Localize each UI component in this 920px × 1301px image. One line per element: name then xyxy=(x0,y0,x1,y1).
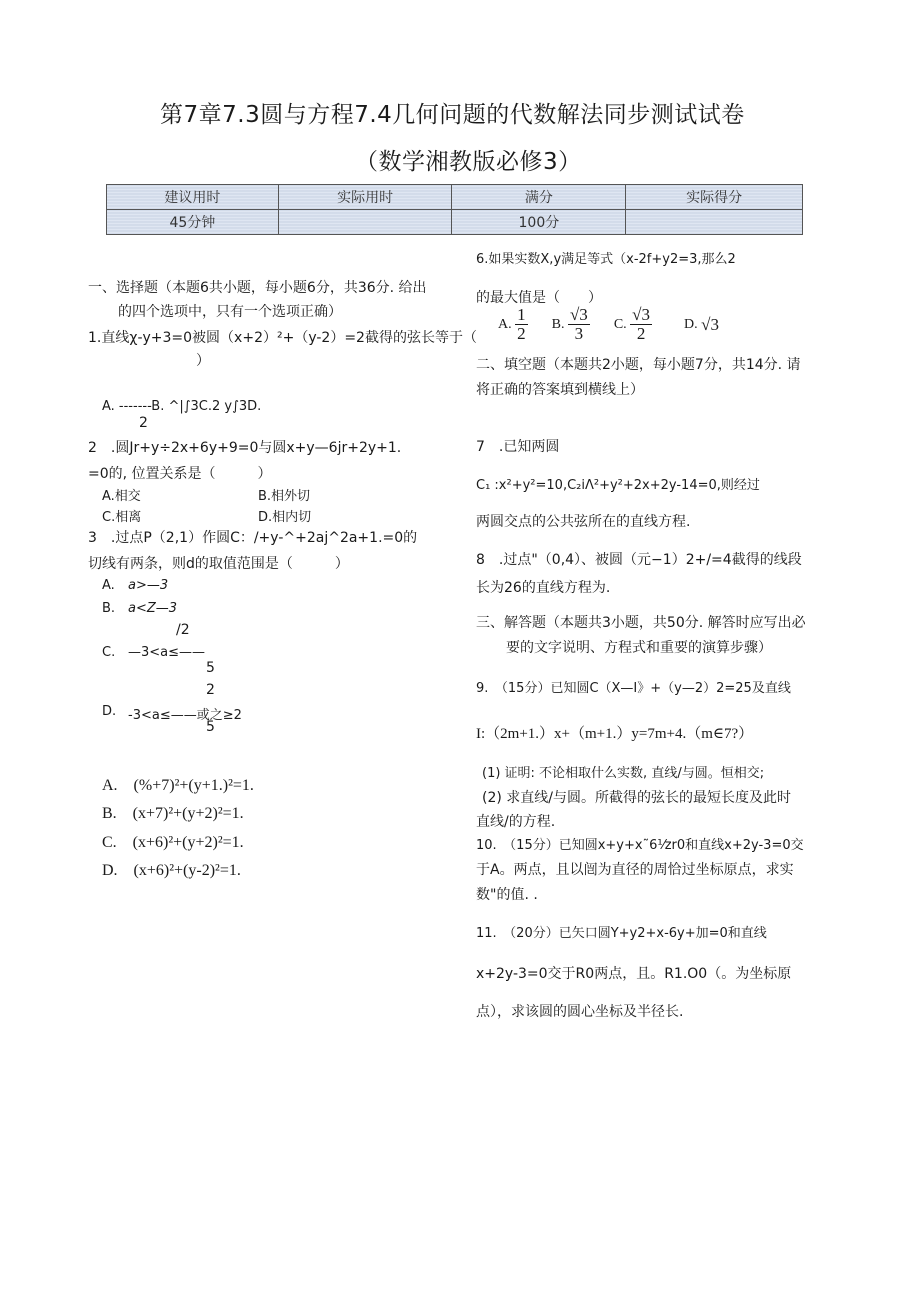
question-2-option-d: D.相内切 xyxy=(258,510,312,525)
question-11: 11. （20分）已矢口圆Y+y2+x-6y+加=0和直线 xyxy=(476,926,767,941)
question-1-options: A. -------B. ^|∫3C.2 y∫3D. xyxy=(102,399,262,414)
question-6-option-d xyxy=(684,315,719,335)
denominator: 2 xyxy=(636,324,646,343)
question-10: 10. （15分）已知圆x+y+x˜6⅟zr0和直线x+2y-3=0交 xyxy=(476,838,804,853)
question-9-part-2: (2) 求直线/与圆。所截得的弦长的最短长度及此时 xyxy=(482,790,791,806)
table-cell xyxy=(626,210,803,235)
question-8-cont: 长为26的直线方程为. xyxy=(476,580,611,596)
section3-heading: 三、解答题（本题共3小题，共50分. 解答时应写出必 xyxy=(476,615,806,631)
question-2-option-c: C.相离 xyxy=(102,510,142,525)
option-label: C. xyxy=(613,316,627,332)
page-title: 第7章7.3圆与方程7.4几何问题的代数解法同步测试试卷 xyxy=(160,102,745,128)
question-7: 7 .已知两圆 xyxy=(476,439,560,455)
question-9-part-2-cont: 直线/的方程. xyxy=(476,814,556,830)
question-2-option-b: B.相外切 xyxy=(258,489,311,504)
option-label: B. xyxy=(551,316,565,332)
question-10-cont2: 数"的值. . xyxy=(476,887,538,903)
equation-option-d: D. (x+6)²+(y-2)²=1. xyxy=(102,862,241,879)
question-3-cont: 切线有两条，则d的取值范围是（ ） xyxy=(88,556,349,572)
section2-heading: 二、填空题（本题共2小题，每小题7分，共14分. 请 xyxy=(476,357,801,373)
question-3-option-d: -3<a≤——或之≥2 xyxy=(128,708,242,723)
denominator: 3 xyxy=(574,324,584,343)
option-label: D. xyxy=(684,316,698,332)
table-header-cell: 实际得分 xyxy=(626,185,803,210)
fraction xyxy=(515,306,528,343)
section1-heading: 一、选择题（本题6共小题，每小题6分，共36分. 给出 xyxy=(88,280,427,296)
question-3-option-c: —3<a≤—— xyxy=(128,645,206,660)
table-header-cell: 满分 xyxy=(452,185,626,210)
question-3-option-d-label: D. xyxy=(102,704,117,719)
question-3-option-a: a>—3 xyxy=(128,578,169,593)
question-3-option-a-label: A. xyxy=(102,578,115,593)
question-2: 2 .圆Jr+y÷2x+6y+9=0与圆x+y—6jr+2y+1. xyxy=(88,440,402,456)
table-cell: 45分钟 xyxy=(107,210,279,235)
table-cell: 100分 xyxy=(452,210,626,235)
question-3-option-c-label: C. xyxy=(102,645,116,660)
question-3-option-d-top: 2 xyxy=(206,682,215,698)
equation-option-c: C. (x+6)²+(y+2)²=1. xyxy=(102,834,244,851)
question-3-option-c-top: /2 xyxy=(176,622,190,638)
question-3-option-b-label: B. xyxy=(102,601,116,616)
question-8: 8 .过点"（0,4）、被圆（元−1）2+/=4截得的线段 xyxy=(476,552,802,568)
table-cell xyxy=(278,210,452,235)
question-6-option-b xyxy=(552,306,590,343)
table-header-row xyxy=(107,185,803,210)
question-11-cont2: 点），求该圆的圆心坐标及半径长. xyxy=(476,1004,684,1020)
question-9-part-1: (1) 证明: 不论相取什么实数, 直线/与圆。恒相交; xyxy=(482,766,765,781)
question-6-cont: 的最大值是（ ） xyxy=(476,290,602,306)
question-9-line-equation: I:（2m+1.）x+（m+1.）y=7m+4.（m∈7?） xyxy=(476,726,754,742)
section3-heading-cont: 要的文字说明、方程式和重要的演算步骤） xyxy=(506,640,772,656)
question-7-cont2: 两圆交点的公共弦所在的直线方程. xyxy=(476,514,691,530)
question-3: 3 .过点P（2,1）作圆C：/+y-^+2aj^2a+1.=0的 xyxy=(88,530,418,546)
question-2-option-a: A.相交 xyxy=(102,489,141,504)
denominator: 2 xyxy=(517,324,526,343)
numerator: √3 xyxy=(632,305,650,324)
question-1-denominator: 2 xyxy=(139,415,148,431)
question-6-options xyxy=(498,306,743,343)
question-1: 1.直线χ-y+3=0被圆（x+2）²+（y-2）=2截得的弦长等于（ xyxy=(88,330,477,346)
equation-option-b: B. (x+7)²+(y+2)²=1. xyxy=(102,805,244,822)
question-7-cont: C₁ :x²+y²=10,C₂iΛ²+y²+2x+2y-14=0,则经过 xyxy=(476,478,760,493)
table-row xyxy=(107,210,803,235)
question-3-option-d-bottom: 5 xyxy=(206,719,215,735)
numerator: 1 xyxy=(517,305,526,324)
equation-option-a: A. (%+7)²+(y+1.)²=1. xyxy=(102,777,254,794)
question-3-option-c-bottom: 5 xyxy=(206,660,215,676)
section2-heading-cont: 将正确的答案填到横线上） xyxy=(476,382,644,398)
info-table xyxy=(106,184,803,235)
question-11-cont: x+2y-3=0交于R0两点，且。R1.O0（。为坐标原 xyxy=(476,966,792,982)
page-subtitle: （数学湘教版必修3） xyxy=(355,149,582,175)
question-10-cont: 于A。两点，且以闿为直径的周恰过坐标原点，求实 xyxy=(476,862,794,878)
section1-heading-cont: 的四个选项中，只有一个选项正确） xyxy=(118,304,342,320)
question-3-option-b: a<Z—3 xyxy=(128,601,178,616)
numerator: √3 xyxy=(569,305,588,324)
question-2-cont: =0的, 位置关系是（ ） xyxy=(88,466,272,482)
question-9: 9. （15分）已知圆C（X—I》+（y—2）2=25及直线 xyxy=(476,681,791,696)
table-header-cell: 建议用时 xyxy=(107,185,279,210)
fraction xyxy=(630,306,652,343)
option-label: A. xyxy=(498,316,512,332)
fraction xyxy=(568,306,590,343)
sqrt-value: √3 xyxy=(701,314,719,334)
question-6: 6.如果实数X,y满足等式（x-2f+y2=3,那么2 xyxy=(476,252,736,267)
table-header-cell: 实际用时 xyxy=(278,185,452,210)
question-6-option-a xyxy=(498,306,528,343)
question-6-option-c xyxy=(614,306,652,343)
question-1-cont: ） xyxy=(196,353,210,369)
